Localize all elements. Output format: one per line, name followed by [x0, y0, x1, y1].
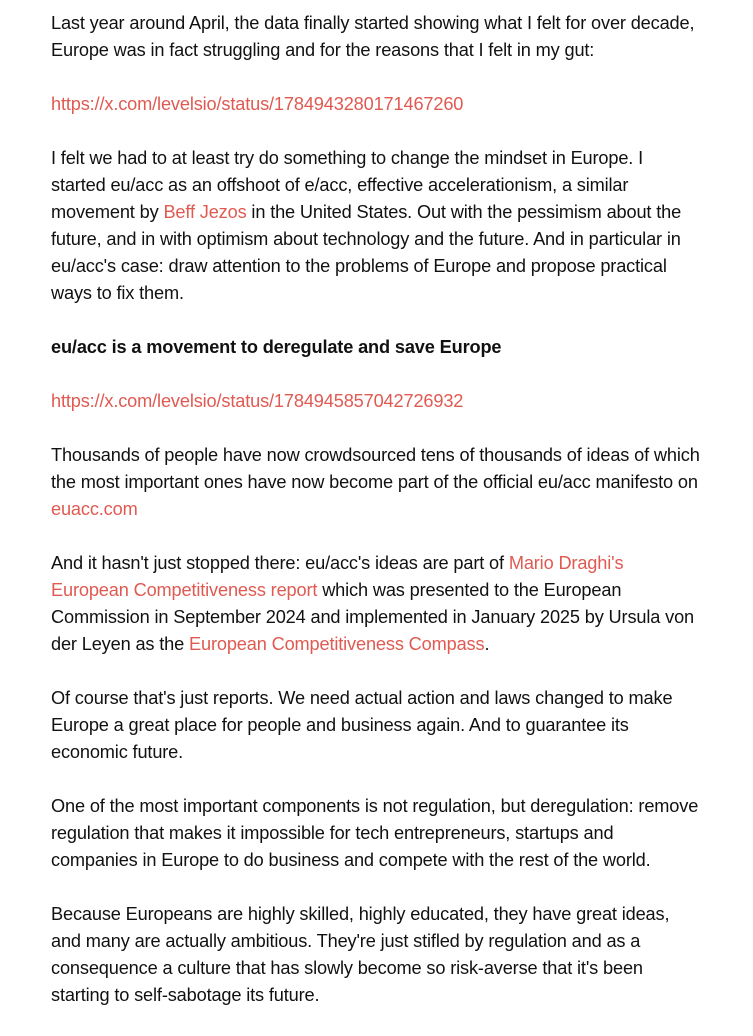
text: And it hasn't just stopped there: eu/acc's ideas are part of: [51, 553, 509, 573]
paragraph-intro: Last year around April, the data finally started showing what I felt for over decade, Europe was in fact struggling and for the reasons that I felt in my gut:: [51, 13, 695, 60]
paragraph-link-2: [51, 388, 701, 415]
text: in the United States. Out with the pessimism about the future, and in with optimism about technology and the future. And in particular in eu/acc's case: draw attention to the problems of Europe and propose practical ways to fix them.: [51, 202, 682, 303]
tweet-link-2[interactable]: https://x.com/levelsio/status/1784945857042726932: [51, 391, 464, 411]
euacc-link[interactable]: euacc.com: [51, 499, 138, 519]
text: I felt we had to at least try do something to change the mindset in Europe. I started eu/acc as an offshoot of e/acc, effective accelerationism, a similar movement by: [51, 148, 644, 222]
paragraph-link-1: [51, 91, 701, 118]
tweet-link-1[interactable]: https://x.com/levelsio/status/1784943280171467260: [51, 94, 464, 114]
article-body: [51, 10, 701, 1036]
paragraph-reports: Of course that's just reports. We need actual action and laws changed to make Europe a great place for people and business again. And to guarantee its economic future.: [51, 688, 673, 762]
paragraph-origin: [51, 145, 701, 307]
paragraph-crowdsource: [51, 442, 701, 523]
draghi-report-link[interactable]: Mario Draghi's European Competitiveness report: [51, 553, 624, 600]
paragraph-draghi: [51, 550, 701, 658]
competitiveness-compass-link[interactable]: European Competitiveness Compass: [189, 634, 485, 654]
text: .: [484, 634, 490, 654]
text: Thousands of people have now crowdsourced tens of thousands of ideas of which the most important ones have now become part of the official eu/acc manifesto on: [51, 445, 700, 492]
paragraph-deregulation: One of the most important components is not regulation, but deregulation: remove regulation that makes it impossible for tech entrepreneurs, startups and companies in Europe to do business and compete with the rest of the world.: [51, 796, 699, 870]
section-heading: eu/acc is a movement to deregulate and save Europe: [51, 337, 502, 357]
paragraph-europeans: Because Europeans are highly skilled, highly educated, they have great ideas, and many are actually ambitious. They're just stifled by regulation and as a consequence a culture that has slowly become so risk-averse that it's been starting to self-sabotage its future.: [51, 904, 670, 1005]
text: which was presented to the European Commission in September 2024 and implemented in January 2025 by Ursula von der Leyen as the: [51, 580, 694, 654]
beff-jezos-link[interactable]: Beff Jezos: [163, 202, 247, 222]
